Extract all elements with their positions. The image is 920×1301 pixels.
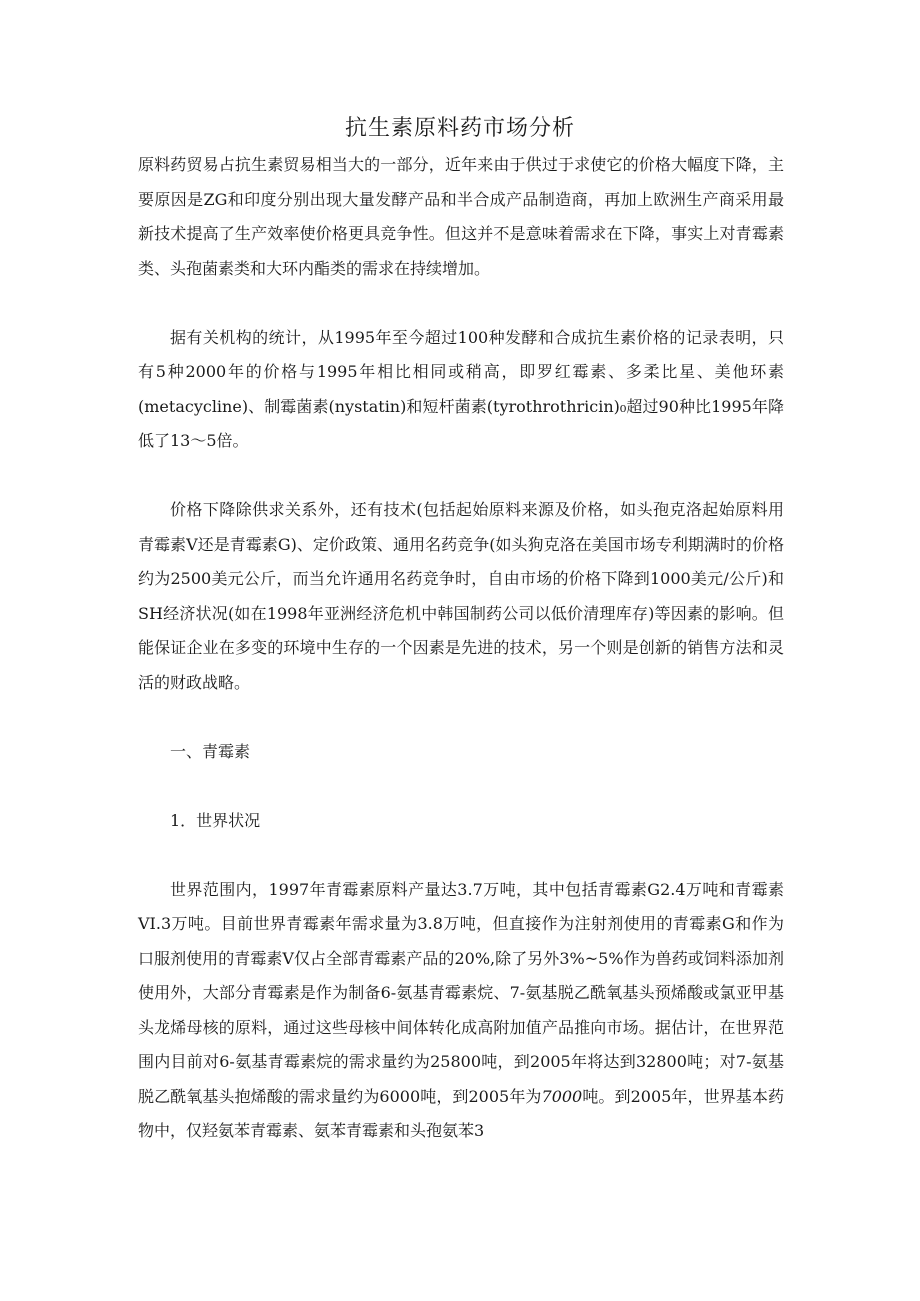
paragraph-world-status [138, 873, 784, 1149]
paragraph-statistics: 据有关机构的统计，从1995年至今超过100种发酵和合成抗生素价格的记录表明，只有5种2000年的价格与1995年相比相同或稍高，即罗红霉素、多柔比星、美他环素(metacycline)、制霉菌素(nystatin)和短杆菌素(tyrothrothricin)₀超过90种比1995年降低了13～5倍。 [138, 327, 784, 450]
paragraph-world-status-italic: 7000 [541, 1086, 583, 1106]
document-body [138, 148, 784, 1183]
paragraph-world-status-text-2: 吨。到2005年，世界基本药物中，仅羟氨苯青霉素、氨苯青霉素和头孢氨苯3 [138, 1086, 784, 1140]
paragraph-world-status-text-1: 世界范围内，1997年青霉素原料产量达3.7万吨，其中包括青霉素G2.4万吨和青霉素VI.3万吨。目前世界青霉素年需求量为3.8万吨，但直接作为注射剂使用的青霉素G和作为口服剂使用的青霉素V仅占全部青霉素产品的20%,除了另外3%~5%作为兽药或饲料添加剂使用外，大部分青霉素是作为制备6-氨基青霉素烷、7-氨基脱乙酰氧基头预烯酸或氯亚甲基头龙烯母核的原料，通过这些母核中间体转化成高附加值产品推向市场。据估计，在世界范围内目前对6-氨基青霉素烷的需求量约为25800吨，到2005年将达到32800吨；对7-氨基脱乙酰氧基头抱烯酸的需求量约为6000吨，到2005年为 [138, 879, 784, 1106]
document-title: 抗生素原料药市场分析 [344, 116, 575, 141]
paragraph-price-factors: 价格下降除供求关系外，还有技术(包括起始原料来源及价格，如头孢克洛起始原料用青霉素V还是青霉素G)、定价政策、通用名药竞争(如头狗克洛在美国市场专利期满时的价格约为2500美元公斤，而当允许通用名药竞争时，自由市场的价格下降到1000美元/公斤)和SH经济状况(如在1998年亚洲经济危机中韩国制药公司以低价清理库存)等因素的影响。但能保证企业在多变的环境中生存的一个因素是先进的技术，另一个则是创新的销售方法和灵活的财政战略。 [138, 500, 784, 692]
section-heading: 一、青霉素 [170, 741, 251, 761]
paragraph-intro: 原料药贸易占抗生素贸易相当大的一部分，近年来由于供过于求使它的价格大幅度下降，主要原因是ZG和印度分别出现大量发酵产品和半合成产品制造商，再加上欧洲生产商采用最新技术提高了生产效率使价格更具竞争性。但这并不是意味着需求在下降，事实上对青霉素类、头孢菌素类和大环内酯类的需求在持续增加。 [138, 155, 784, 278]
subsection-heading: 1．世界状况 [170, 810, 261, 830]
